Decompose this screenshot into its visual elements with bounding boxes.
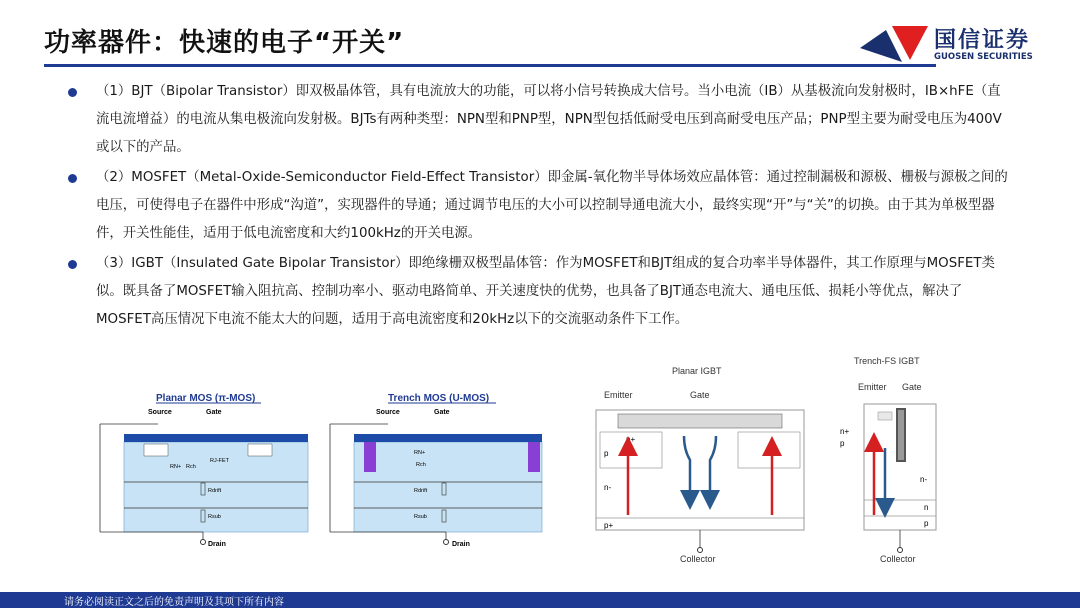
trench-fs-igbt-title: Trench-FS IGBT: [854, 356, 920, 366]
planar-mos-title: Planar MOS (π-MOS): [156, 393, 256, 404]
trench-mos-rdrift-label: Rdrift: [414, 488, 428, 494]
planar-igbt-nminus-label: n-: [604, 483, 612, 492]
planar-mos-drain-label: Drain: [208, 541, 226, 548]
trench-mos-rn-label: RN+: [414, 450, 426, 456]
bullet-mosfet: （2）MOSFET（Metal-Oxide-Semiconductor Field-Effect Transistor）即金属-氧化物半导体场效应晶体管：通过控制漏极和源极、栅极与源极之间的电压，可使得电子在器件中形成“沟道”，实现器件的导通；通过调节电压的大小可以控制导通电流大小，最终实现“开”与“关”的切换。由于其为单极型器件，开关性能佳，适用于低电流密度和大约100kHz的开关电源。: [60, 164, 1010, 248]
footer-bar: [0, 592, 1080, 608]
trench-mos-diagram: [330, 393, 542, 548]
planar-mos-rjfet-label: RJ-FET: [210, 458, 229, 464]
planar-igbt-pplus-label: p+: [604, 521, 614, 530]
planar-mos-gate-label: Gate: [206, 409, 222, 416]
planar-mos-rsub-label: Rsub: [208, 514, 221, 520]
planar-igbt-collector-label: Collector: [680, 554, 716, 564]
trench-fs-igbt-n-label: n: [924, 503, 929, 512]
trench-fs-igbt-p-label: p: [840, 439, 845, 448]
trench-fs-igbt-emitter-label: Emitter: [858, 382, 887, 392]
trench-mos-title: Trench MOS (U-MOS): [388, 393, 490, 404]
bullet-dot-icon: [68, 88, 77, 97]
bullet-dot-icon: [68, 174, 77, 183]
logo-name-cn: 国信证券: [934, 28, 1031, 53]
planar-mos-rch-label: Rch: [186, 464, 196, 470]
logo-mark-icon: [858, 20, 930, 70]
bullet-list: [60, 78, 1010, 336]
logo-name-en: GUOSEN SECURITIES: [934, 52, 1033, 62]
bullet-dot-icon: [68, 260, 77, 269]
trench-fs-igbt-diagram: [840, 356, 936, 564]
title-underline: [44, 64, 936, 67]
planar-mos-source-label: Source: [148, 409, 172, 416]
planar-mos-diagram: [100, 393, 308, 548]
planar-igbt-diagram: [596, 366, 804, 564]
trench-mos-rch-label: Rch: [416, 462, 426, 468]
planar-igbt-title: Planar IGBT: [672, 366, 722, 376]
bullet-bjt: （1）BJT（Bipolar Transistor）即双极晶体管，具有电流放大的功能，可以将小信号转换成大信号。当小电流（IB）从基极流向发射极时，IB×hFE（直流电流增益）的电流从集电极流向发射极。BJTs有两种类型：NPN型和PNP型，NPN型包括低耐受电压到高耐受电压产品；PNP型主要为耐受电压为400V或以下的产品。: [60, 78, 1010, 162]
planar-igbt-nplus-label: n+: [626, 435, 636, 444]
trench-mos-gate-label: Gate: [434, 409, 450, 416]
planar-igbt-emitter-label: Emitter: [604, 390, 633, 400]
trench-fs-igbt-pbottom-label: p: [924, 519, 929, 528]
bullet-igbt: （3）IGBT（Insulated Gate Bipolar Transistor）即绝缘栅双极型晶体管：作为MOSFET和BJT组成的复合功率半导体器件，其工作原理与MOSFET类似。既具备了MOSFET输入阻抗高、控制功率小、驱动电路简单、开关速度快的优势，也具备了BJT通态电流大、通电压低、损耗小等优点，解决了MOSFET高压情况下电流不能太大的问题，适用于高电流密度和20kHz以下的交流驱动条件下工作。: [60, 250, 1010, 334]
page-title: 功率器件：快速的电子“开关”: [44, 28, 405, 58]
trench-fs-igbt-nplus-label: n+: [840, 427, 850, 436]
planar-igbt-p-label: p: [604, 449, 609, 458]
trench-mos-rsub-label: Rsub: [414, 514, 427, 520]
trench-mos-source-label: Source: [376, 409, 400, 416]
trench-fs-igbt-nminus-label: n-: [920, 475, 928, 484]
trench-fs-igbt-collector-label: Collector: [880, 554, 916, 564]
company-logo: [858, 20, 1048, 70]
planar-mos-rn-label: RN+: [170, 464, 182, 470]
trench-fs-igbt-gate-label: Gate: [902, 382, 922, 392]
planar-igbt-gate-label: Gate: [690, 390, 710, 400]
planar-mos-rdrift-label: Rdrift: [208, 488, 222, 494]
device-structure-figures: [88, 350, 1038, 580]
footer-disclaimer: 请务必阅读正文之后的免责声明及其项下所有内容: [64, 597, 284, 608]
trench-mos-drain-label: Drain: [452, 541, 470, 548]
